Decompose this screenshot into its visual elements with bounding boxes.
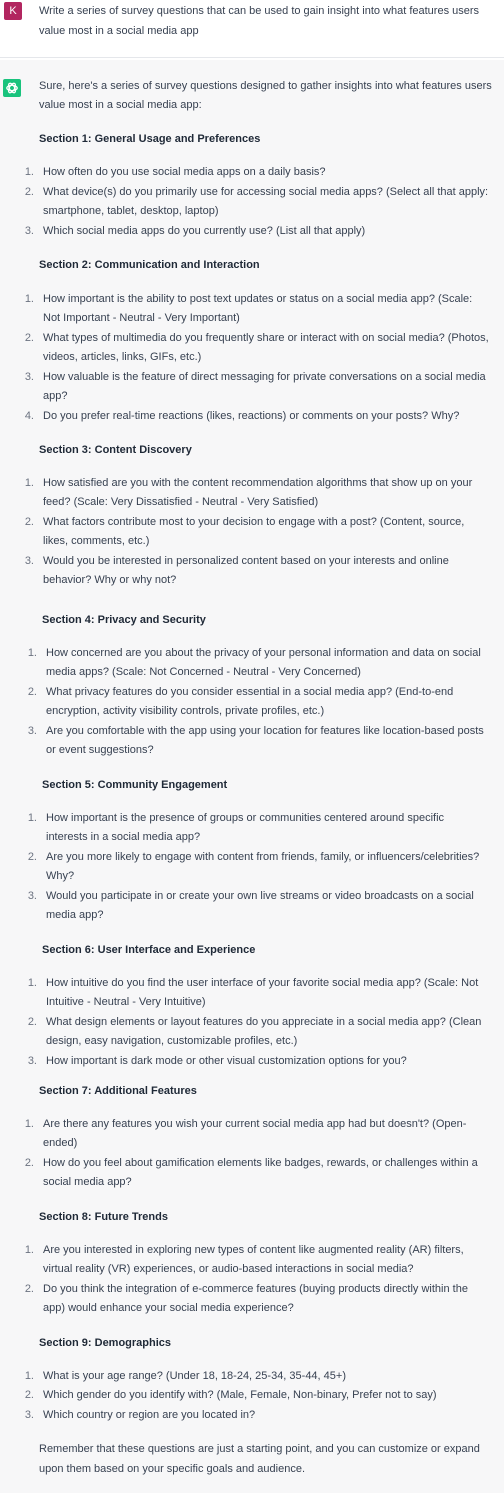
- intro-text: Sure, here's a series of survey questions designed to gather insights into what features users: [39, 80, 492, 92]
- section-heading: Section 8: Future Trends: [39, 1211, 168, 1223]
- question-number: 3.: [24, 1409, 34, 1421]
- question-text: Are you comfortable with the app using your location for features like location-based posts: [46, 725, 484, 737]
- question-text: Do you think the integration of e-commerce features (buying products directly within the: [43, 1283, 468, 1295]
- section-heading: Section 2: Communication and Interaction: [39, 259, 260, 271]
- user-prompt-line: Write a series of survey questions that can be used to gain insight into what features users: [39, 5, 480, 17]
- section-heading: Section 6: User Interface and Experience: [42, 944, 256, 956]
- user-prompt-line: value most in a social media app: [39, 25, 199, 37]
- question-number: 3.: [27, 725, 37, 737]
- question-text: or event suggestions?: [46, 744, 154, 756]
- question-text: How important is the ability to post text updates or status on a social media app? (Scale:: [43, 293, 473, 305]
- question-text: What factors contribute most to your decision to engage with a post? (Content, source,: [43, 516, 465, 528]
- user-avatar: K: [4, 2, 22, 20]
- question-text: Would you be interested in personalized content based on your interests and online: [43, 555, 449, 567]
- question-number: 2.: [24, 1389, 34, 1401]
- question-text: Are you interested in exploring new types of content like augmented reality (AR) filters,: [43, 1244, 464, 1256]
- section-heading: Section 5: Community Engagement: [42, 779, 228, 791]
- section-heading: Section 3: Content Discovery: [39, 444, 192, 456]
- question-number: 1.: [27, 977, 37, 989]
- question-text: virtual reality (VR) experiences, or audio-based interactions in social media?: [43, 1263, 414, 1275]
- question-text: Which gender do you identify with? (Male, Female, Non-binary, Prefer not to say): [43, 1389, 437, 1401]
- question-number: 2.: [24, 332, 34, 344]
- question-text: How intuitive do you find the user interface of your favorite social media app? (Scale: Not: [46, 977, 479, 989]
- question-text: Are there any features you wish your current social media app had but doesn't? (Open-: [43, 1118, 467, 1130]
- question-text: How satisfied are you with the content recommendation algorithms that show up on your: [43, 477, 473, 489]
- question-number: 2.: [27, 686, 37, 698]
- question-text: Do you prefer real-time reactions (likes, reactions) or comments on your posts? Why?: [43, 410, 460, 422]
- question-text: interests in a social media app?: [46, 831, 201, 843]
- question-text: feed? (Scale: Very Dissatisfied - Neutral - Very Satisfied): [43, 496, 319, 508]
- question-text: encryption, activity visibility controls, private profiles, etc.): [46, 705, 325, 717]
- question-number: 1.: [24, 293, 34, 305]
- question-number: 2.: [27, 1016, 37, 1028]
- question-text: app) would enhance your social media experience?: [43, 1302, 294, 1314]
- question-number: 1.: [24, 166, 34, 178]
- question-number: 1.: [24, 1244, 34, 1256]
- question-text: Why?: [46, 870, 75, 882]
- question-number: 3.: [24, 555, 34, 567]
- question-text: Not Important - Neutral - Very Important): [43, 312, 240, 324]
- question-text: ended): [43, 1137, 78, 1149]
- question-text: Intuitive - Neutral - Very Intuitive): [46, 996, 206, 1008]
- question-text: What types of multimedia do you frequently share or interact with on social media? (Photos,: [43, 332, 489, 344]
- section-heading: Section 1: General Usage and Preferences: [39, 133, 261, 145]
- question-text: How concerned are you about the privacy of your personal information and data on social: [46, 647, 481, 659]
- question-text: media app?: [46, 909, 104, 921]
- question-number: 1.: [24, 1370, 34, 1382]
- question-text: Which social media apps do you currently use? (List all that apply): [43, 225, 366, 237]
- user-prompt-text: [39, 1, 494, 41]
- question-text: smartphone, tablet, desktop, laptop): [43, 205, 219, 217]
- question-number: 2.: [24, 516, 34, 528]
- question-text: social media app?: [43, 1176, 132, 1188]
- question-number: 3.: [24, 225, 34, 237]
- question-text: How valuable is the feature of direct messaging for private conversations on a social media: [43, 371, 486, 383]
- question-text: What design elements or layout features do you appreciate in a social media app? (Clean: [46, 1016, 482, 1028]
- section-heading: Section 9: Demographics: [39, 1337, 172, 1349]
- question-text: design, easy navigation, customizable profiles, etc.): [46, 1035, 298, 1047]
- user-message: [0, 0, 504, 58]
- question-number: 4.: [24, 410, 34, 422]
- question-number: 3.: [24, 371, 34, 383]
- question-number: 1.: [24, 477, 34, 489]
- question-text: likes, comments, etc.): [43, 535, 150, 547]
- question-number: 1.: [27, 812, 37, 824]
- openai-logo-icon: [3, 79, 21, 97]
- question-number: 1.: [27, 647, 37, 659]
- question-text: Which country or region are you located in?: [43, 1409, 256, 1421]
- question-text: Are you more likely to engage with content from friends, family, or influencers/celebrities?: [46, 851, 480, 863]
- question-text: What privacy features do you consider essential in a social media app? (End-to-end: [46, 686, 454, 698]
- question-text: videos, articles, links, GIFs, etc.): [43, 351, 202, 363]
- question-number: 2.: [24, 186, 34, 198]
- question-text: How do you feel about gamification elements like badges, rewards, or challenges within a: [43, 1157, 478, 1169]
- question-text: app?: [43, 390, 68, 402]
- question-text: Would you participate in or create your own live streams or video broadcasts on a social: [46, 890, 474, 902]
- closing-text: Remember that these questions are just a starting point, and you can customize or expand: [39, 1443, 480, 1455]
- question-text: How important is dark mode or other visual customization options for you?: [46, 1055, 407, 1067]
- question-number: 2.: [24, 1157, 34, 1169]
- question-number: 3.: [27, 890, 37, 902]
- question-text: What device(s) do you primarily use for accessing social media apps? (Select all that apply:: [43, 186, 489, 198]
- section-heading: Section 4: Privacy and Security: [42, 614, 206, 626]
- question-number: 3.: [27, 1055, 37, 1067]
- closing-text: upon them based on your specific goals and audience.: [39, 1463, 306, 1475]
- question-text: How often do you use social media apps on a daily basis?: [43, 166, 326, 178]
- question-text: What is your age range? (Under 18, 18-24, 25-34, 35-44, 45+): [43, 1370, 346, 1382]
- question-number: 2.: [27, 851, 37, 863]
- intro-text: value most in a social media app:: [39, 99, 202, 111]
- question-number: 1.: [24, 1118, 34, 1130]
- question-text: media apps? (Scale: Not Concerned - Neutral - Very Concerned): [46, 666, 361, 678]
- question-text: behavior? Why or why not?: [43, 574, 177, 586]
- section-heading: Section 7: Additional Features: [39, 1085, 197, 1097]
- question-text: How important is the presence of groups or communities centered around specific: [46, 812, 445, 824]
- question-number: 2.: [24, 1283, 34, 1295]
